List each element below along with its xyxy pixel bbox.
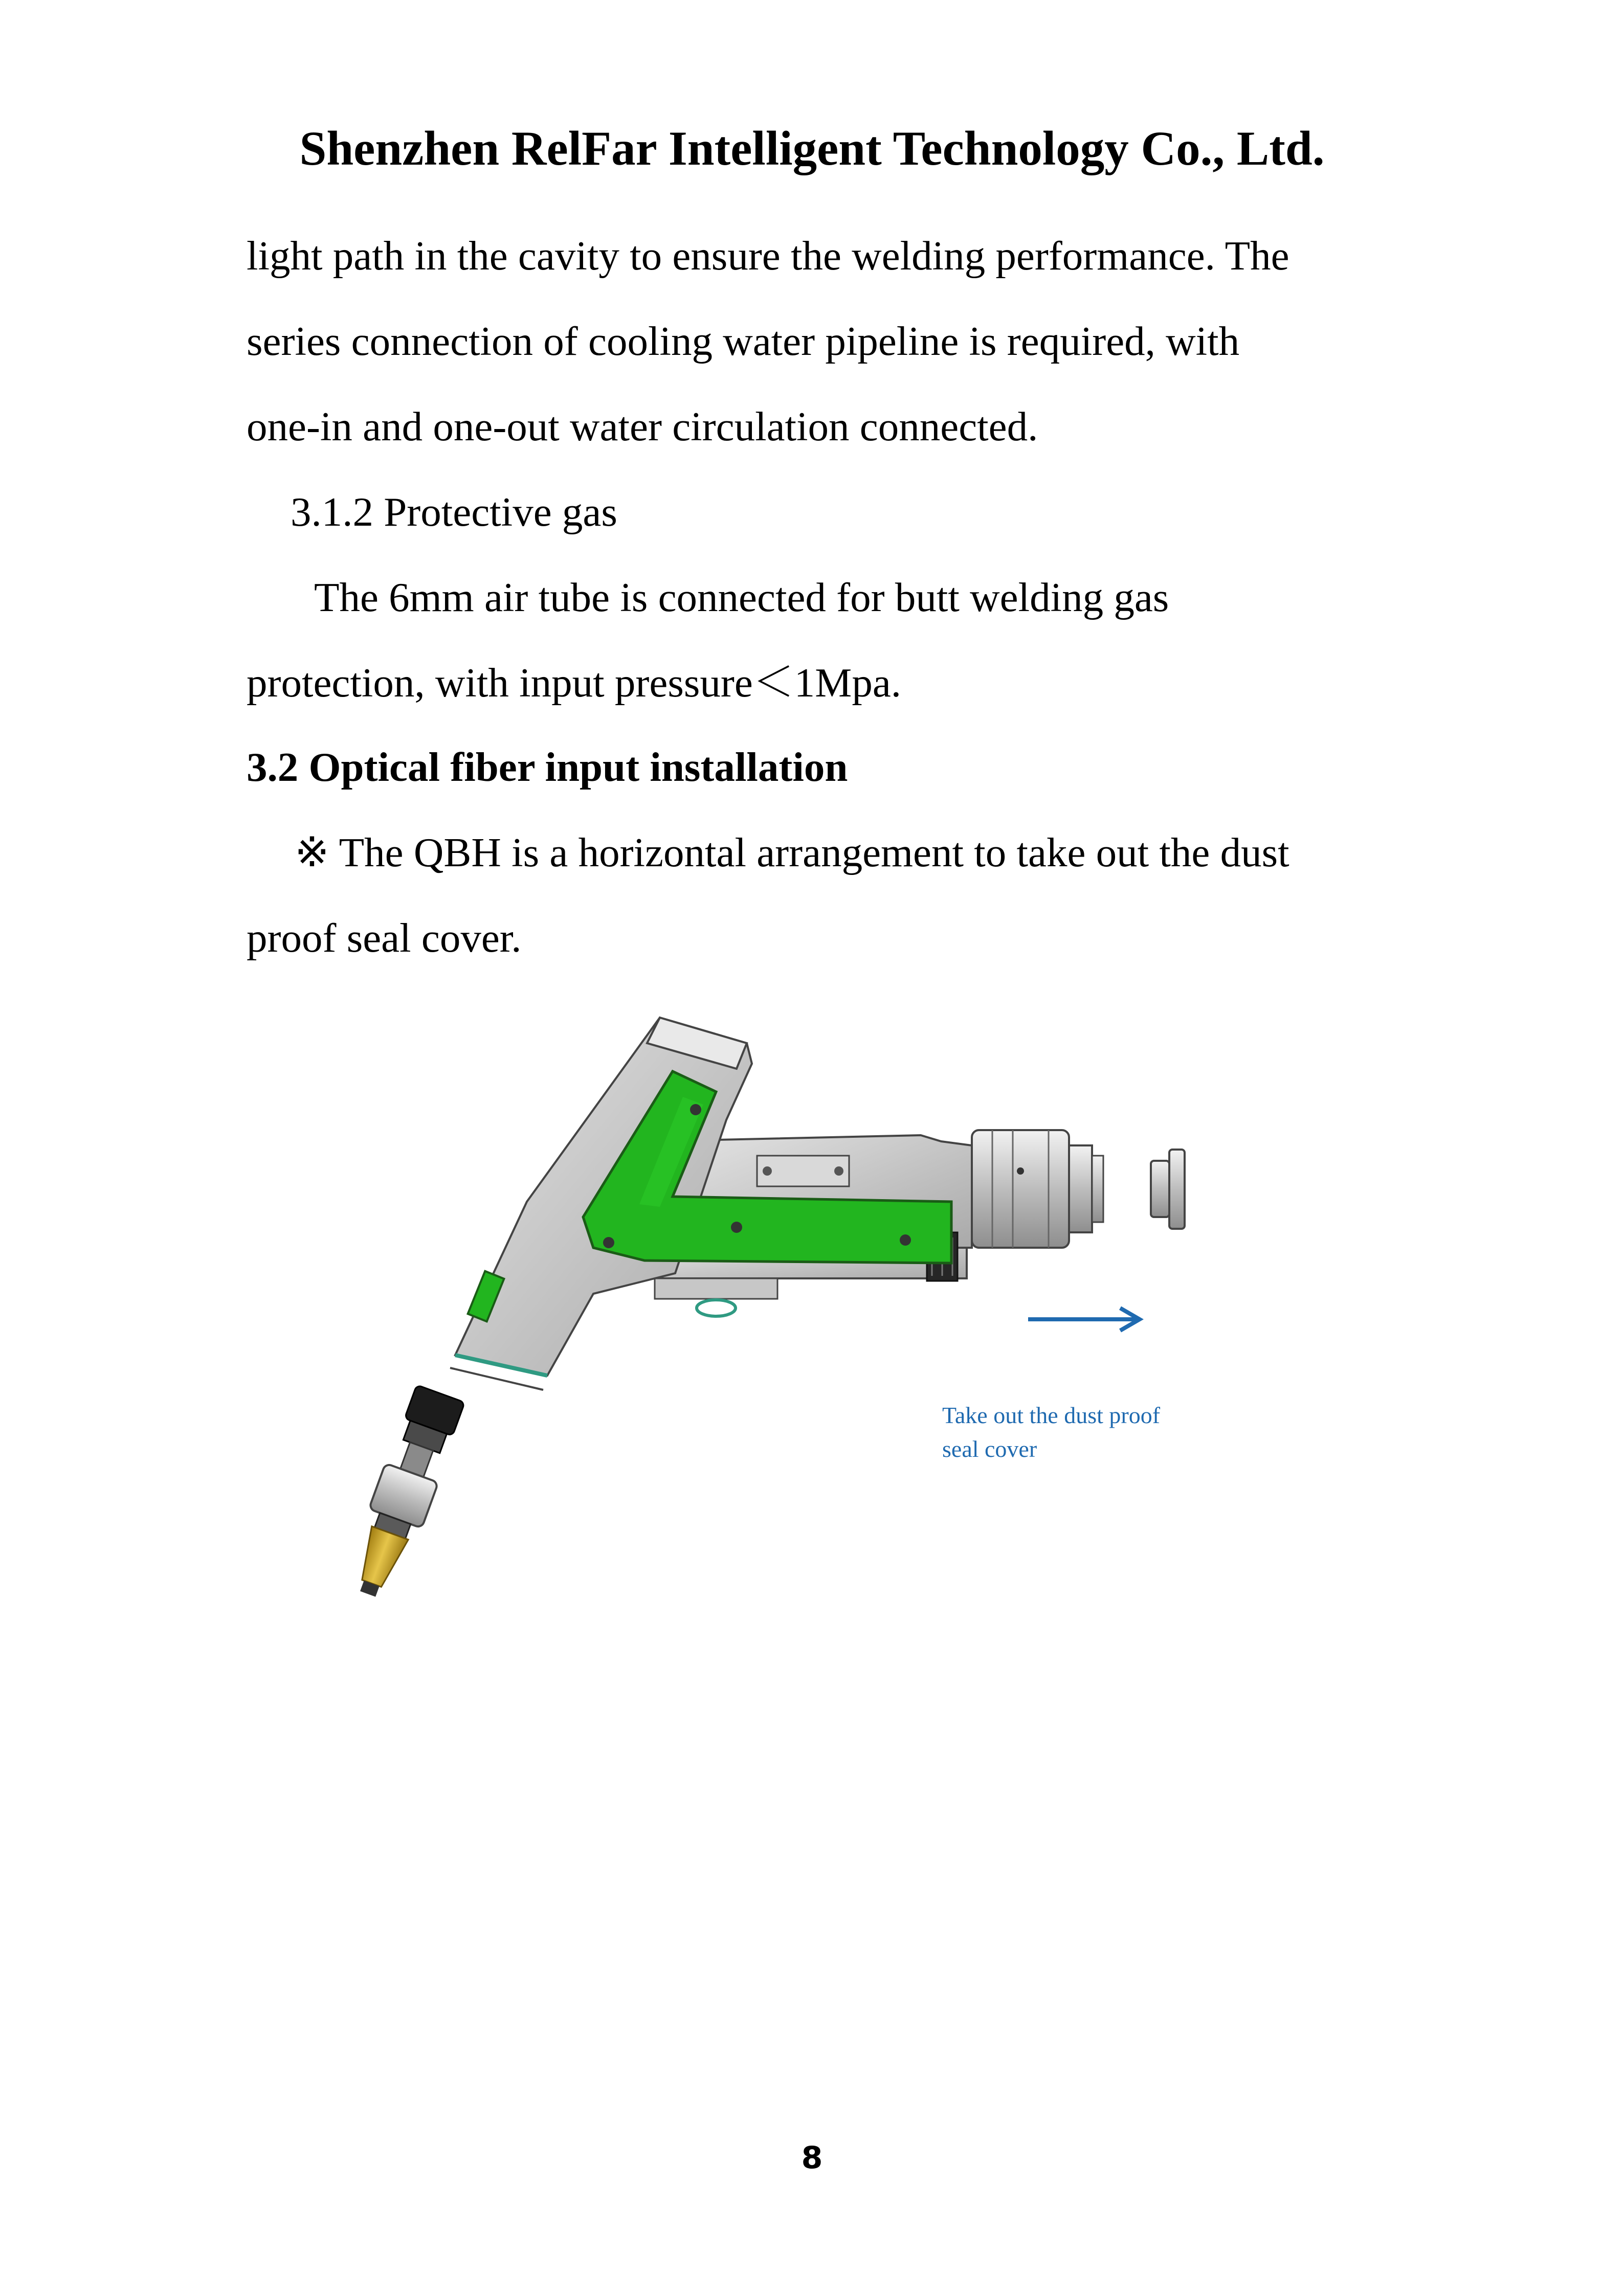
caption-line: Take out the dust proof: [942, 1402, 1161, 1428]
paragraph-line: The 6mm air tube is connected for butt welding gas: [314, 574, 1169, 620]
page-number: 8: [801, 2140, 823, 2176]
caption-line: seal cover: [942, 1436, 1037, 1462]
dust-proof-seal-cover: [1151, 1150, 1185, 1229]
welding-head-figure: [307, 1007, 1253, 1662]
paragraph-line: light path in the cavity to ensure the welding performance. The: [247, 233, 1289, 279]
note-line: ※ The QBH is a horizontal arrangement to take out the dust: [295, 829, 1289, 875]
page-header-title: Shenzhen RelFar Intelligent Technology Co., Ltd.: [299, 121, 1325, 175]
subsection-heading: 3.1.2 Protective gas: [291, 489, 617, 535]
paragraph-line: series connection of cooling water pipeline is required, with: [247, 318, 1240, 364]
paragraph-line: one-in and one-out water circulation connected.: [247, 403, 1038, 449]
nozzle-assembly: [341, 1384, 467, 1603]
note-line: proof seal cover.: [247, 915, 522, 961]
section-heading: 3.2 Optical fiber input installation: [247, 744, 848, 790]
arrow-right-icon: [1028, 1308, 1140, 1331]
figure-caption: [942, 1399, 1160, 1466]
qbh-connector: [972, 1130, 1103, 1248]
paragraph-line: protection, with input pressure＜1Mpa.: [247, 660, 902, 706]
